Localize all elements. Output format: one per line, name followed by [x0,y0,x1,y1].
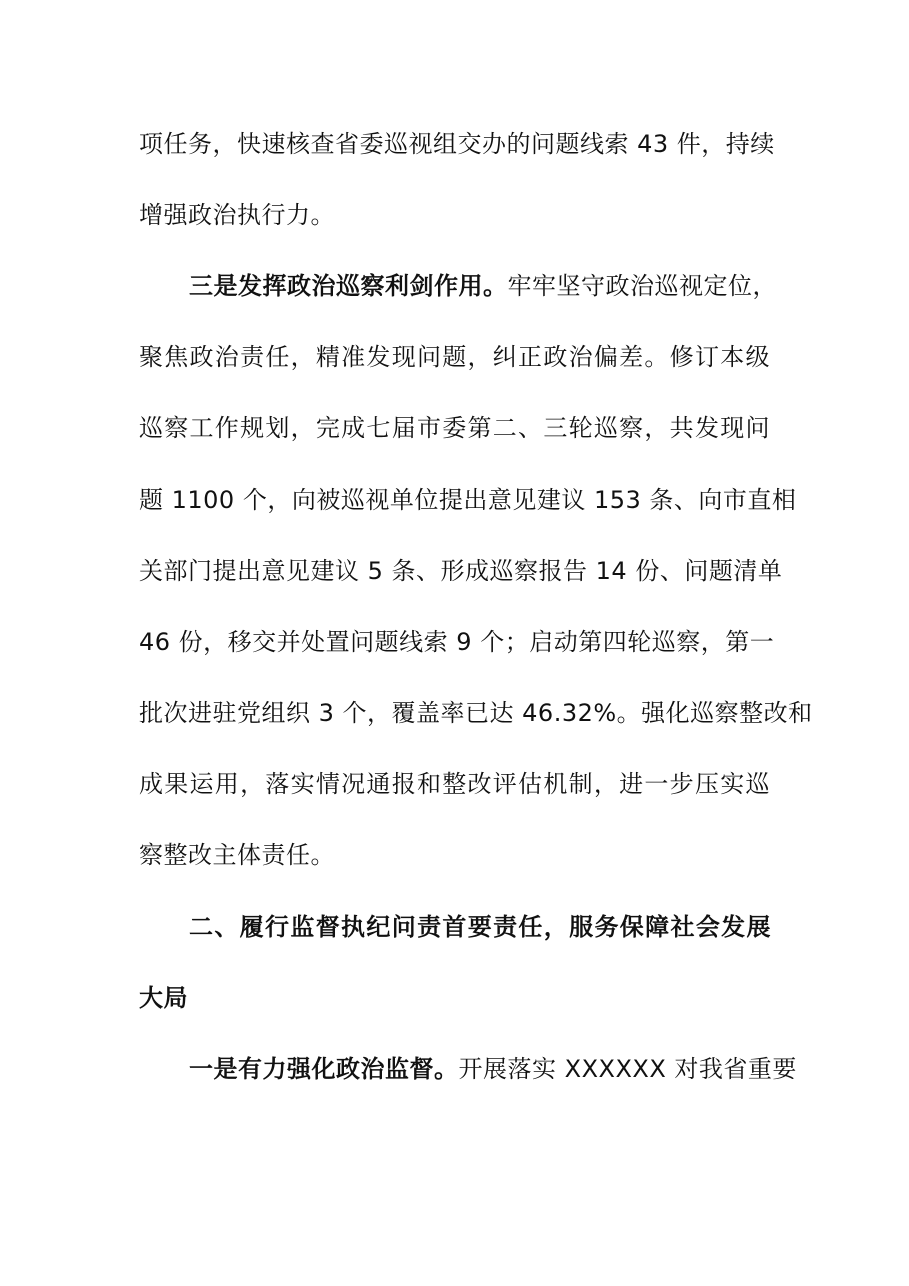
paragraph-line-6 [139,482,797,518]
line-text: 开展落实 XXXXXX 对我省重要 [458,1055,797,1083]
line-text: 成果运用，落实情况通报和整改评估机制，进一步压实巡 [139,770,770,798]
line-text: 增强政治执行力。 [139,201,335,229]
line-text: 46 份，移交并处置问题线索 9 个；启动第四轮巡察，第一 [139,628,775,656]
line-text: 题 1100 个，向被巡视单位提出意见建议 153 条、向市直相 [139,486,797,514]
line-text: 批次进驻党组织 3 个，覆盖率已达 46.32%。强化巡察整改和 [139,699,813,727]
paragraph-line-3 [189,268,777,304]
paragraph-line-4 [139,339,770,375]
line-text: 聚焦政治责任，精准发现问题，纠正政治偏差。修订本级 [139,343,770,371]
paragraph-line-8 [139,624,775,660]
line-text: 牢牢坚守政治巡视定位， [507,272,777,300]
line-text: 项任务，快速核查省委巡视组交办的问题线索 43 件，持续 [139,130,775,158]
paragraph-line-9 [139,695,813,731]
heading-line-1 [189,909,771,945]
paragraph-line-7 [139,553,783,589]
section-lead: 三是发挥政治巡察利剑作用。 [189,272,508,300]
paragraph-line-1 [139,126,775,162]
section-heading: 二、履行监督执纪问责首要责任，服务保障社会发展 [189,913,771,941]
line-text: 关部门提出意见建议 5 条、形成巡察报告 14 份、问题清单 [139,557,783,585]
paragraph-line-12 [189,1051,797,1087]
section-lead: 一是有力强化政治监督。 [189,1055,459,1083]
paragraph-line-2 [139,197,335,233]
paragraph-line-10 [139,766,770,802]
line-text: 巡察工作规划，完成七届市委第二、三轮巡察，共发现问 [139,414,770,442]
paragraph-line-11 [139,837,335,873]
heading-line-2 [139,980,188,1016]
section-heading: 大局 [139,984,188,1012]
paragraph-line-5 [139,410,770,446]
line-text: 察整改主体责任。 [139,841,335,869]
